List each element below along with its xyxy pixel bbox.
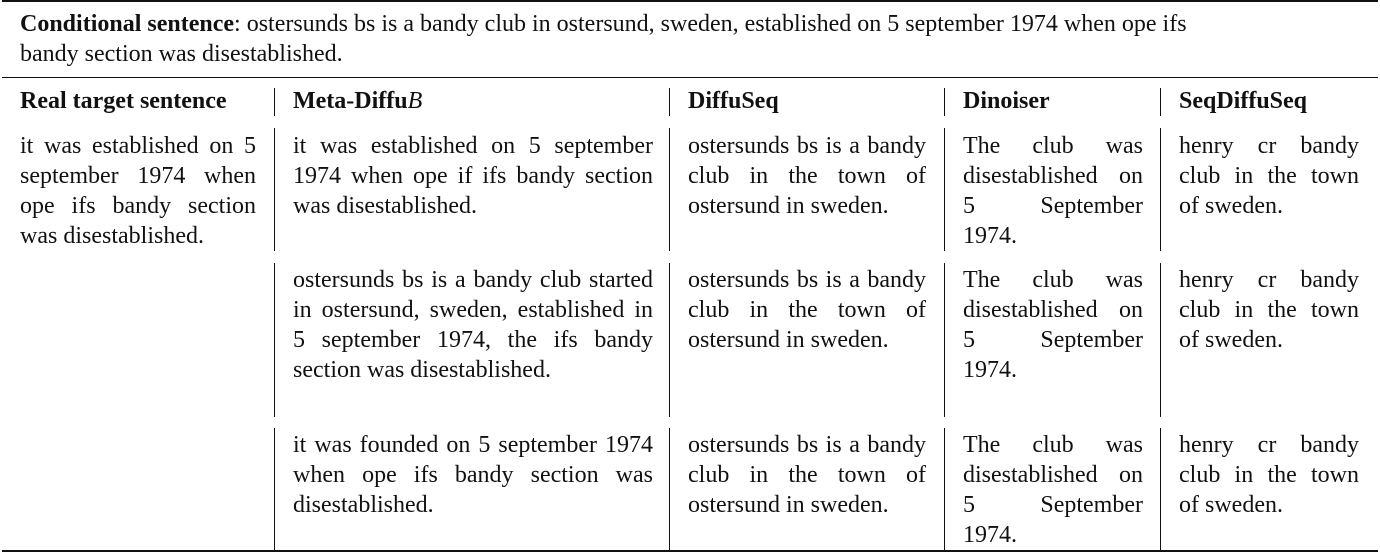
row-2-dinoiser: The club was disestablished on 5 September 1974. [963,267,1143,383]
conditional-sentence-label: Conditional sentence [20,11,235,37]
row-1-diffuseq: ostersunds bs is a bandy club in the town of ostersund in sweden. [688,133,926,219]
row-2-seqdiffuseq: henry cr bandy club in the town of sweden. [1179,267,1359,353]
header-meta-diffu-suffix: B [407,88,423,114]
row-1-separator [274,128,275,251]
bottom-rule [2,550,1378,552]
row-1-meta-diffu: it was established on 5 september 1974 when ope if ifs bandy section was disestablished. [293,133,653,219]
header-meta-diffu-label: Meta-Diffu [293,88,408,114]
header-dinoiser: Dinoiser [963,88,1050,114]
header-diffuseq: DiffuSeq [688,88,779,114]
real-target-sentence: it was established on 5 september 1974 when ope ifs bandy section was disestablished. [20,133,256,249]
row-1-separator [669,128,670,251]
header-seqdiffuseq: SeqDiffuSeq [1179,88,1308,114]
top-rule [2,0,1378,2]
row-1-separator [944,128,945,251]
header-separator [669,88,670,116]
conditional-sentence [20,9,1240,69]
row-2-separator [1160,263,1161,417]
row-3-meta-diffu: it was founded on 5 september 1974 when ope ifs bandy section was disestablished. [293,432,653,518]
row-2-diffuseq: ostersunds bs is a bandy club in the town of ostersund in sweden. [688,267,926,353]
conditional-sentence-text: ostersunds bs is a bandy club in ostersund, sweden, established on 5 september 1974 when ope ifs bandy section was disestablished. [20,11,1187,67]
row-2-separator [274,263,275,417]
row-3-separator [274,428,275,550]
row-2-separator [669,263,670,417]
row-2-separator [944,263,945,417]
row-3-dinoiser: The club was disestablished on 5 September 1974. [963,432,1143,548]
row-1-separator [1160,128,1161,251]
row-3-separator [1160,428,1161,550]
row-1-dinoiser: The club was disestablished on 5 September 1974. [963,133,1143,249]
row-3-diffuseq: ostersunds bs is a bandy club in the town of ostersund in sweden. [688,432,926,518]
header-real-target: Real target sentence [20,88,227,114]
row-3-seqdiffuseq: henry cr bandy club in the town of sweden. [1179,432,1359,518]
header-separator [1160,88,1161,116]
header-separator [944,88,945,116]
row-3-separator [669,428,670,550]
row-1-seqdiffuseq: henry cr bandy club in the town of sweden. [1179,133,1359,219]
header-meta-diffu [293,86,653,116]
row-2-meta-diffu: ostersunds bs is a bandy club started in ostersund, sweden, established in 5 september 1974, the ifs bandy section was disestablished. [293,267,653,383]
conditional-sentence-separator: : [234,11,241,37]
caption-rule [2,77,1378,78]
row-3-separator [944,428,945,550]
header-separator [274,88,275,116]
